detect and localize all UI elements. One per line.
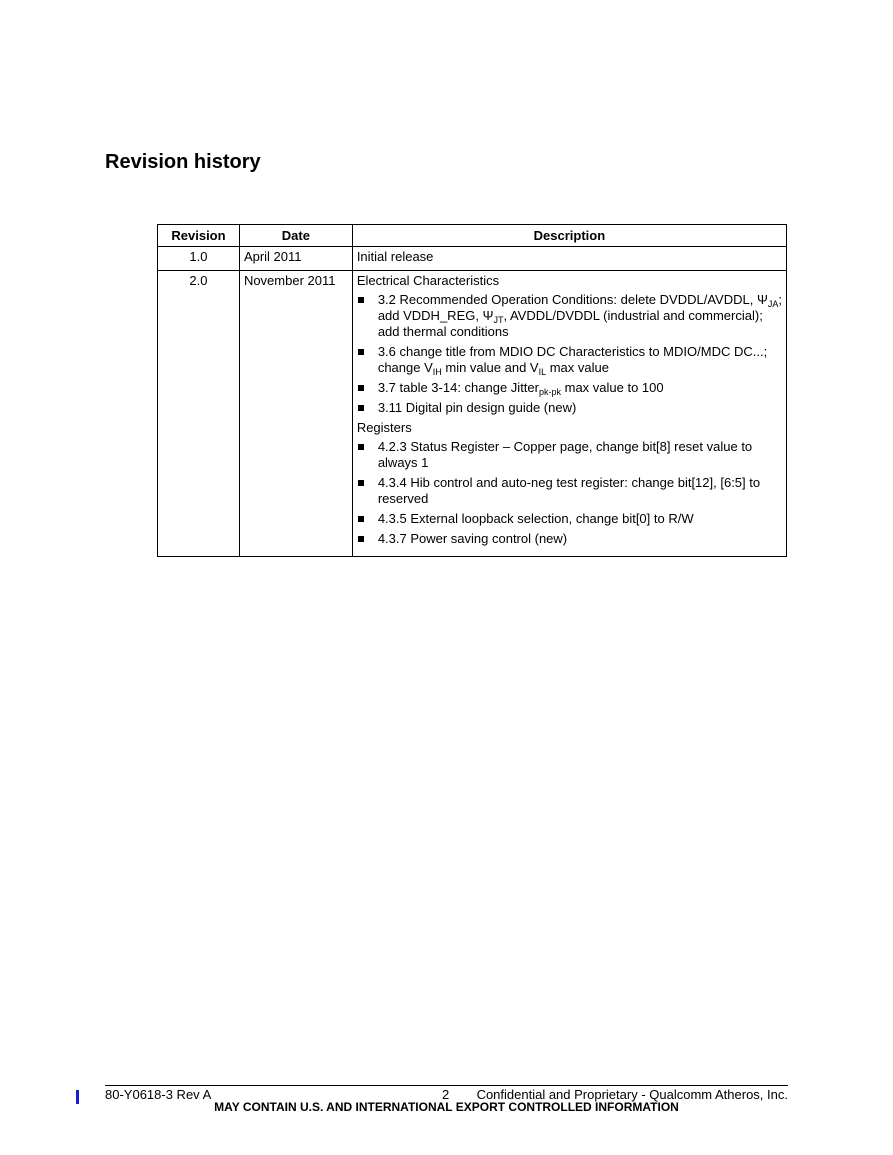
list-item: 4.2.3 Status Register – Copper page, change bit[8] reset value to always 1: [357, 439, 782, 471]
revision-table: [157, 224, 787, 557]
header-date: Date: [239, 225, 352, 247]
list-item: 3.7 table 3-14: change Jitter$_{pk-pk}$ max value to 100: [357, 380, 782, 396]
footer-confidential: Confidential and Proprietary - Qualcomm Atheros, Inc.: [476, 1087, 788, 1102]
footer-export-notice: MAY CONTAIN U.S. AND INTERNATIONAL EXPORT CONTROLLED INFORMATION: [214, 1100, 679, 1114]
list-item: 3.11 Digital pin design guide (new): [357, 400, 782, 416]
date-cell: November 2011: [239, 271, 352, 557]
bullet-list: [357, 292, 782, 416]
revision-cell: 2.0: [158, 271, 240, 557]
footer-page-number: 2: [442, 1087, 450, 1102]
list-item: 4.3.5 External loopback selection, change bit[0] to R/W: [357, 511, 782, 527]
page-title: Revision history: [105, 151, 261, 173]
section-heading: Electrical Characteristics: [356, 273, 500, 288]
bullet-list: [357, 439, 782, 547]
date-cell: April 2011: [239, 247, 352, 271]
list-item: 3.6 change title from MDIO DC Characteristics to MDIO/MDC DC...; change $V_{IH}$ min value and $V_{IL}$ max value: [357, 344, 782, 376]
footer-doc-number: 80-Y0618-3 Rev A: [105, 1087, 212, 1102]
table-row: [158, 271, 787, 557]
header-description: Description: [352, 225, 786, 247]
list-item: 3.2 Recommended Operation Conditions: delete DVDDL/AVDDL, $\Psi_{JA}$; add VDDH_REG, $\Psi_{JT}$, AVDDL/DVDDL (industrial and commercial); add thermal conditions: [357, 292, 782, 340]
header-revision: Revision: [158, 225, 240, 247]
table-header-row: [158, 225, 787, 247]
section-heading: Registers: [356, 420, 412, 435]
description-cell: Initial release: [352, 247, 786, 271]
footer-divider: [105, 1085, 788, 1086]
revision-cell: 1.0: [158, 247, 240, 271]
description-cell: [352, 271, 786, 557]
list-item: 4.3.4 Hib control and auto-neg test register: change bit[12], [6:5] to reserved: [357, 475, 782, 507]
list-item: 4.3.7 Power saving control (new): [357, 531, 782, 547]
table-row: [158, 247, 787, 271]
